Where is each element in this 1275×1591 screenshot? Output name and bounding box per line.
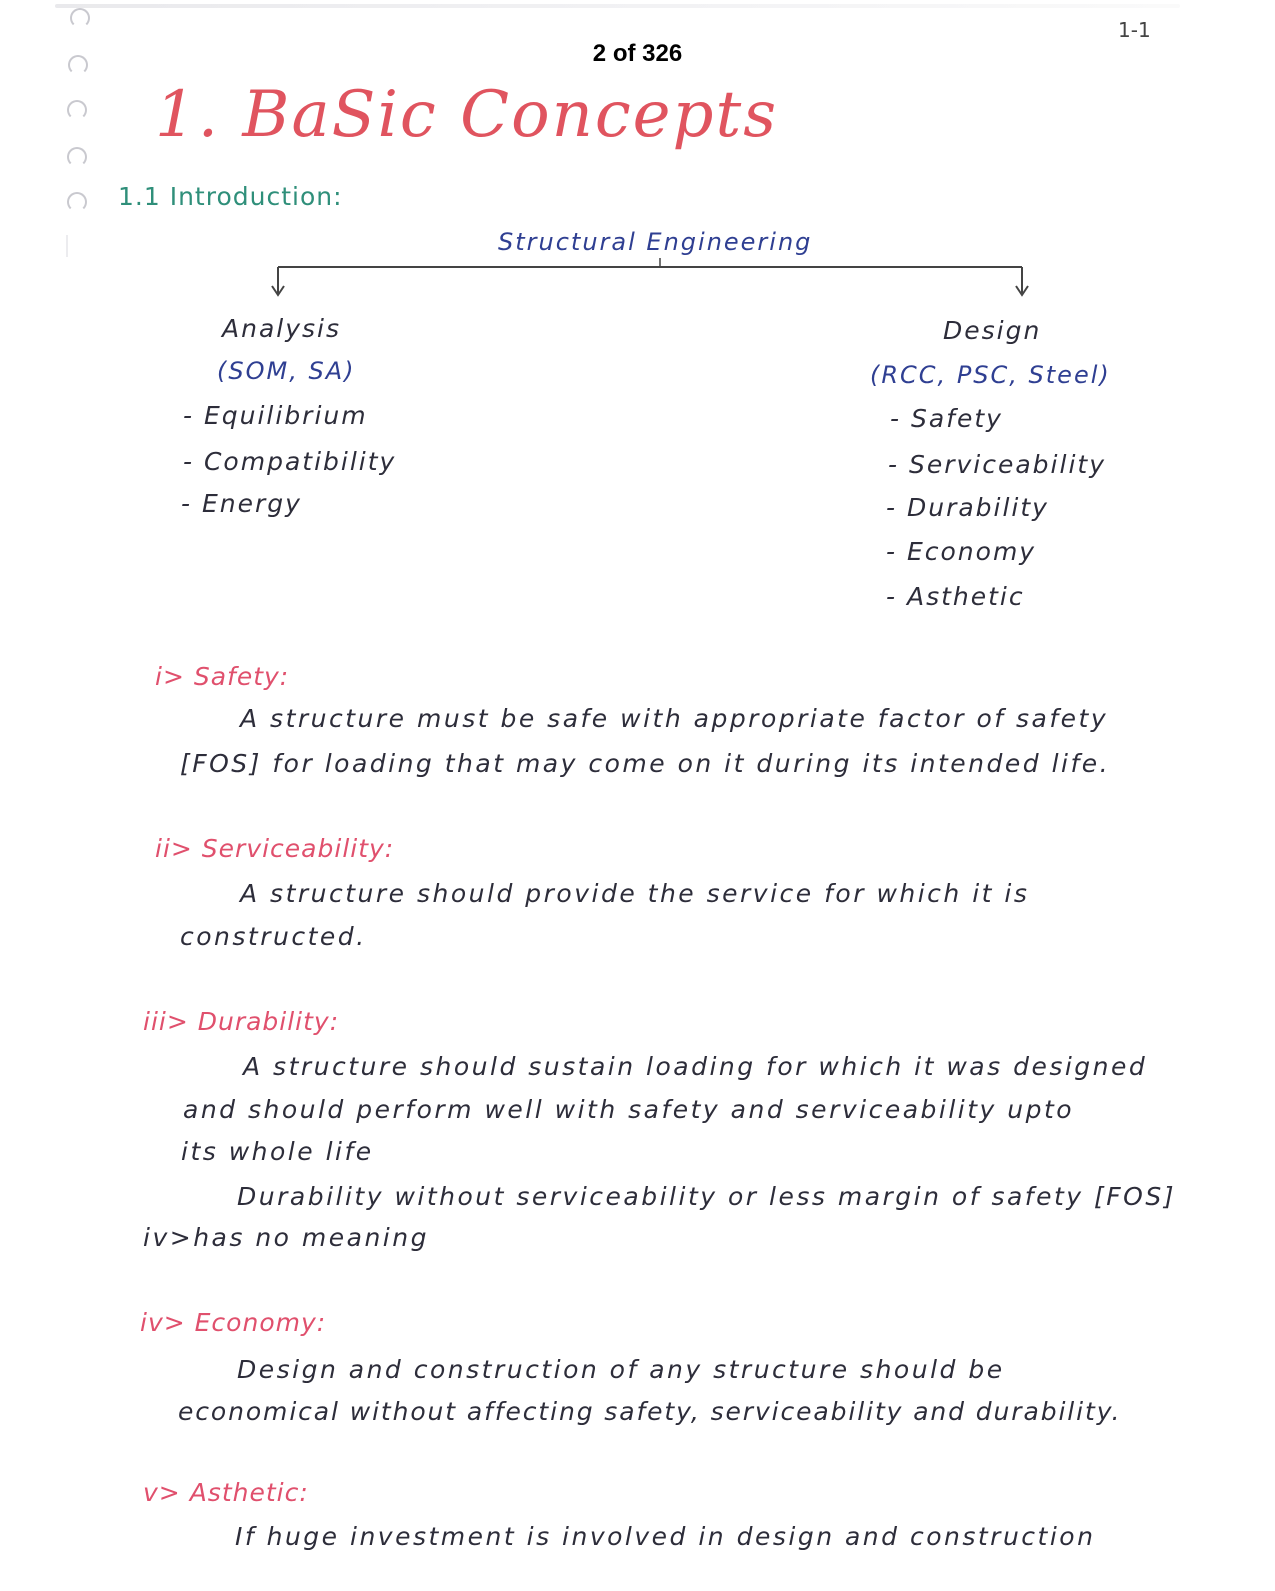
margin-mark bbox=[66, 235, 68, 257]
binding-strip bbox=[55, 4, 1180, 8]
durability-heading: iii> Durability: bbox=[143, 1007, 340, 1036]
design-subtitle: (RCC, PSC, Steel) bbox=[870, 361, 1111, 389]
paragraph-line: iv>has no meaning bbox=[143, 1223, 429, 1252]
analysis-item: - Energy bbox=[181, 489, 302, 518]
analysis-subtitle: (SOM, SA) bbox=[217, 357, 356, 385]
design-item: - Durability bbox=[886, 493, 1049, 522]
paragraph-line: [FOS] for loading that may come on it during its intended life. bbox=[180, 749, 1111, 778]
asthetic-heading: v> Asthetic: bbox=[143, 1478, 309, 1507]
paragraph-line: economical without affecting safety, serviceability and durability. bbox=[178, 1397, 1122, 1426]
binding-hole-icon bbox=[67, 100, 87, 120]
design-item: - Economy bbox=[886, 537, 1037, 566]
design-item: - Asthetic bbox=[886, 582, 1025, 611]
chapter-title: 1. BaSic Concepts bbox=[155, 78, 779, 152]
paragraph-line: and should perform well with safety and serviceability upto bbox=[183, 1095, 1075, 1124]
paragraph-line: Durability without serviceability or less margin of safety [FOS] bbox=[237, 1182, 1176, 1211]
paragraph-line: A structure should sustain loading for which it was designed bbox=[243, 1052, 1148, 1081]
paragraph-line: its whole life bbox=[181, 1137, 374, 1166]
binding-hole-icon bbox=[67, 192, 87, 212]
design-title: Design bbox=[943, 316, 1042, 345]
design-item: - Serviceability bbox=[888, 450, 1106, 479]
binding-hole-icon bbox=[70, 8, 90, 28]
paragraph-line: A structure must be safe with appropriate factor of safety bbox=[240, 704, 1109, 733]
paragraph-line: Design and construction of any structure should be bbox=[237, 1355, 1005, 1384]
page-indicator: 2 of 326 bbox=[592, 40, 683, 67]
economy-heading: iv> Economy: bbox=[140, 1308, 327, 1337]
binding-hole-icon bbox=[67, 147, 87, 167]
analysis-item: - Compatibility bbox=[183, 447, 397, 476]
page-number: 1-1 bbox=[1118, 18, 1151, 42]
analysis-item: - Equilibrium bbox=[183, 401, 368, 430]
paragraph-line: A structure should provide the service for which it is bbox=[240, 879, 1030, 908]
serviceability-heading: ii> Serviceability: bbox=[155, 834, 395, 863]
paragraph-line: If huge investment is involved in design and construction bbox=[235, 1522, 1096, 1551]
analysis-title: Analysis bbox=[222, 314, 342, 343]
design-item: - Safety bbox=[890, 404, 1003, 433]
tree-root-label: Structural Engineering bbox=[498, 228, 813, 256]
section-title: 1.1 Introduction: bbox=[118, 182, 343, 211]
paragraph-line: constructed. bbox=[180, 922, 367, 951]
safety-heading: i> Safety: bbox=[155, 662, 290, 691]
tree-connector bbox=[260, 255, 1050, 305]
